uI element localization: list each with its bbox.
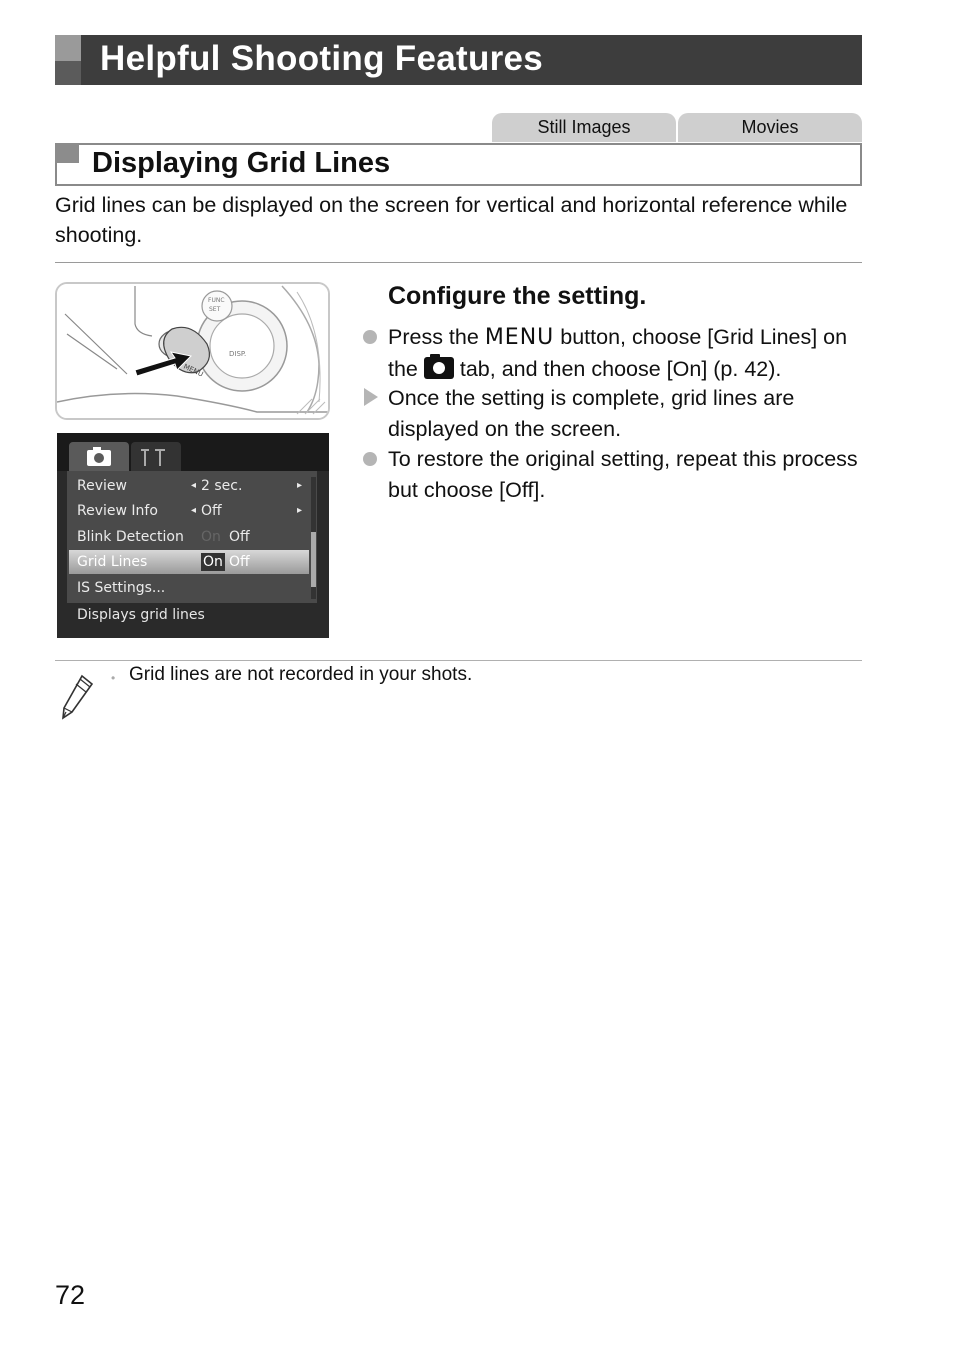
- result-triangle-icon: [364, 388, 378, 406]
- lcd-menu-screenshot: [57, 433, 329, 638]
- lcd-row-option-on: On: [201, 529, 221, 545]
- page-number: 72: [55, 1280, 86, 1310]
- note-bullet: •: [111, 671, 116, 685]
- lcd-row-value: Off: [201, 503, 222, 519]
- lcd-row-review: [69, 474, 309, 498]
- lcd-row-label: Review Info: [77, 503, 158, 519]
- chapter-square-decor: [55, 35, 81, 61]
- lcd-row-review-info: [69, 499, 309, 523]
- bullet-1-text-end: tab, and then choose [On] (p. 42).: [459, 356, 782, 381]
- bullet-1-text-middle: button, choose [Grid Lines] on the: [388, 325, 848, 381]
- chapter-square-decor-dark: [55, 61, 81, 85]
- arrow-left-icon: ◂: [191, 505, 197, 516]
- bullet-1-text-start: Press the: [388, 325, 479, 349]
- menu-label: MENU: [182, 362, 205, 379]
- set-label: SET: [209, 306, 221, 313]
- chapter-header: [55, 35, 862, 85]
- pencil-icon: [58, 672, 98, 722]
- lcd-scroll-thumb: [311, 532, 316, 587]
- chapter-title: Helpful Shooting Features: [100, 39, 544, 78]
- note-text: Grid lines are not recorded in your shots.: [129, 664, 473, 685]
- tab-still-images: Still Images: [492, 113, 676, 142]
- func-label: FUNC: [208, 297, 225, 304]
- lcd-row-option-off: Off: [229, 529, 250, 545]
- lcd-tab-setup: [131, 442, 181, 471]
- camera-illustration: [55, 282, 330, 420]
- section-square-decor: [55, 143, 79, 163]
- lcd-row-option-off: Off: [229, 554, 250, 570]
- lcd-row-label: Blink Detection: [77, 529, 184, 545]
- lcd-row-label: IS Settings...: [77, 580, 166, 596]
- arrow-right-icon: ▸: [297, 505, 303, 516]
- section-title: Displaying Grid Lines: [92, 147, 391, 179]
- divider: [55, 262, 862, 263]
- lcd-row-label: Grid Lines: [77, 554, 148, 570]
- bullet-circle-icon: [363, 452, 377, 466]
- lcd-row-blink-detection: [69, 525, 309, 549]
- wrench-icon: [131, 442, 181, 471]
- camera-tab-icon: [424, 357, 454, 379]
- camera-back-drawing: [57, 284, 328, 418]
- lcd-row-value: 2 sec.: [201, 478, 243, 494]
- lcd-help-text: Displays grid lines: [77, 607, 205, 623]
- camera-icon: [69, 442, 129, 471]
- step-bullet-3: To restore the original setting, repeat this process but choose [Off].: [388, 447, 858, 502]
- tab-movies: Movies: [678, 113, 862, 142]
- lcd-tab-shooting: [69, 442, 129, 471]
- lcd-row-option-on-selected: On: [203, 554, 223, 570]
- bullet-circle-icon: [363, 330, 377, 344]
- lcd-row-grid-lines: [69, 550, 309, 574]
- lcd-row-is-settings: [69, 576, 309, 600]
- step-bullet-1: [388, 322, 868, 384]
- divider: [55, 660, 862, 661]
- lcd-scrollbar: [311, 477, 316, 599]
- disp-label: DISP.: [229, 350, 247, 358]
- arrow-left-icon: ◂: [191, 480, 197, 491]
- intro-paragraph: Grid lines can be displayed on the screen for vertical and horizontal reference while shooting.: [55, 193, 848, 247]
- arrow-right-icon: ▸: [297, 480, 303, 491]
- section-header: [55, 143, 862, 186]
- menu-button-icon: MENU: [484, 325, 555, 350]
- step-title: Configure the setting.: [388, 282, 647, 310]
- step-bullet-2: Once the setting is complete, grid lines are displayed on the screen.: [388, 386, 795, 441]
- lcd-row-label: Review: [77, 478, 127, 494]
